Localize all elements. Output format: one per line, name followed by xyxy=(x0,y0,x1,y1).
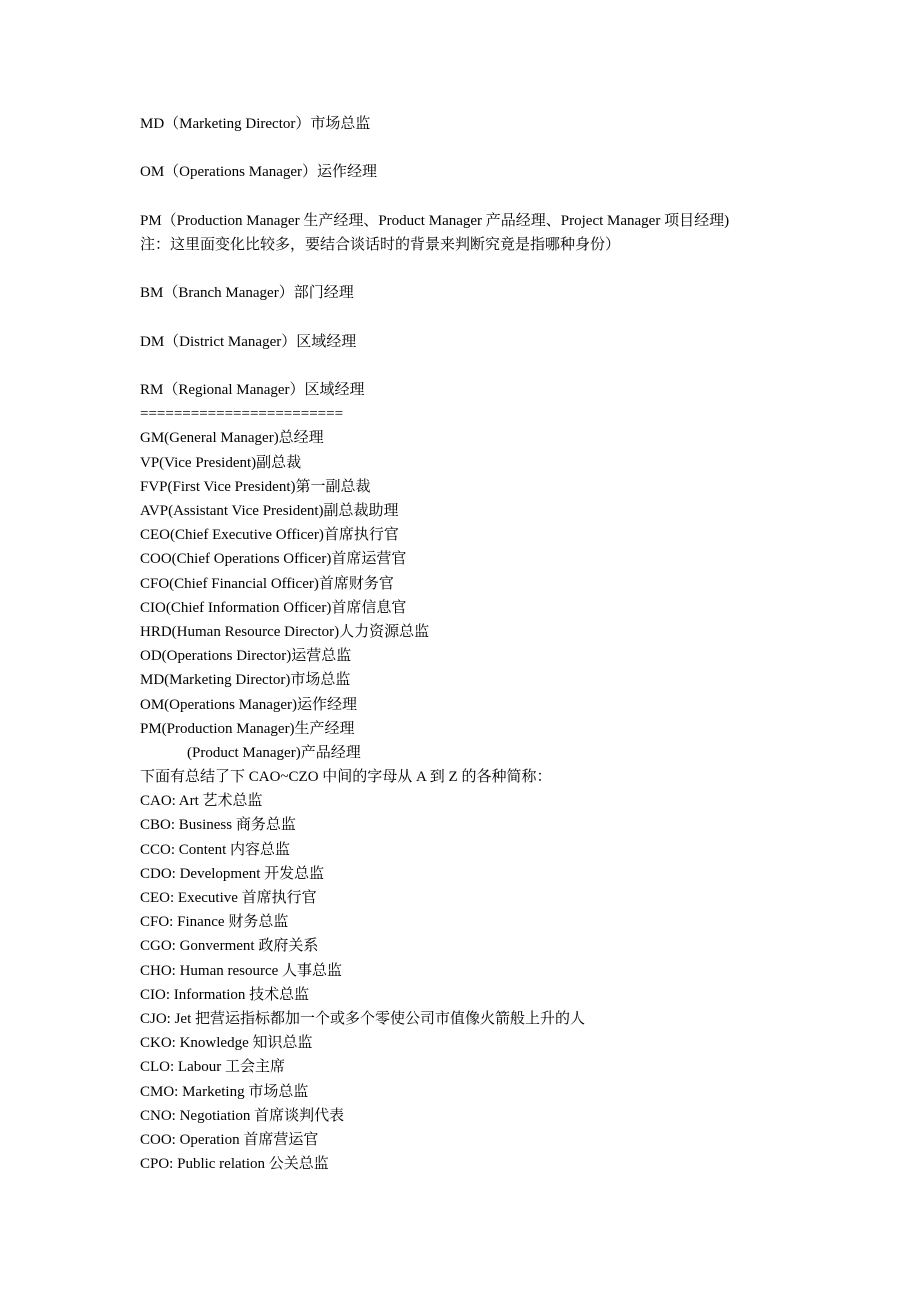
title-item: CFO(Chief Financial Officer)首席财务官 xyxy=(140,575,394,592)
text-line-om: OM（Operations Manager）运作经理 xyxy=(140,164,378,181)
abbreviation-item: CGO: Gonverment 政府关系 xyxy=(140,938,319,955)
abbreviation-item: CBO: Business 商务总监 xyxy=(140,817,296,834)
title-item: CIO(Chief Information Officer)首席信息官 xyxy=(140,599,407,616)
text-line-pm-note: 注：这里面变化比较多，要结合谈话时的背景来判断究竟是指哪种身份） xyxy=(140,236,621,253)
abbreviation-item: CLO: Labour 工会主席 xyxy=(140,1059,285,1076)
text-line-bm: BM（Branch Manager）部门经理 xyxy=(140,285,354,302)
blank-line xyxy=(140,257,860,281)
blank-line xyxy=(140,306,860,330)
title-item-product-manager: (Product Manager)产品经理 xyxy=(187,744,361,761)
separator-line: ======================== xyxy=(140,406,344,423)
abbreviation-item: CIO: Information 技术总监 xyxy=(140,986,310,1003)
text-line-md: MD（Marketing Director）市场总监 xyxy=(140,116,371,132)
abbreviation-item: CKO: Knowledge 知识总监 xyxy=(140,1035,313,1052)
blank-line xyxy=(140,354,860,378)
abbreviation-item: CDO: Development 开发总监 xyxy=(140,865,325,882)
title-item: COO(Chief Operations Officer)首席运营官 xyxy=(140,551,407,568)
abbreviation-item: CAO: Art 艺术总监 xyxy=(140,793,263,810)
blank-line xyxy=(140,136,860,160)
abbreviation-item: CNO: Negotiation 首席谈判代表 xyxy=(140,1107,345,1124)
title-item: VP(Vice President)副总裁 xyxy=(140,454,302,471)
title-item: GM(General Manager)总经理 xyxy=(140,430,324,447)
abbreviation-intro: 下面有总结了下 CAO~CZO 中间的字母从 A 到 Z 的各种简称： xyxy=(140,769,552,786)
abbreviation-item: CPO: Public relation 公关总监 xyxy=(140,1156,329,1173)
title-item: OD(Operations Director)运营总监 xyxy=(140,648,352,665)
abbreviation-item: CFO: Finance 财务总监 xyxy=(140,914,289,931)
abbreviation-item: CMO: Marketing 市场总监 xyxy=(140,1083,309,1100)
title-item: PM(Production Manager)生产经理 xyxy=(140,720,355,737)
abbreviation-item: CCO: Content 内容总监 xyxy=(140,841,291,858)
document-page xyxy=(140,112,860,1176)
title-item: OM(Operations Manager)运作经理 xyxy=(140,696,358,713)
text-line-pm: PM（Production Manager 生产经理、Product Manager 产品经理、Project Manager 项目经理) xyxy=(140,212,730,229)
text-line-rm: RM（Regional Manager）区域经理 xyxy=(140,382,365,399)
abbreviation-item: COO: Operation 首席营运官 xyxy=(140,1131,319,1148)
title-item: FVP(First Vice President)第一副总裁 xyxy=(140,478,371,495)
text-line-dm: DM（District Manager）区域经理 xyxy=(140,333,357,350)
abbreviation-item: CJO: Jet 把营运指标都加一个或多个零使公司市值像火箭般上升的人 xyxy=(140,1010,586,1027)
title-item: CEO(Chief Executive Officer)首席执行官 xyxy=(140,527,399,544)
blank-line xyxy=(140,185,860,209)
title-item: HRD(Human Resource Director)人力资源总监 xyxy=(140,623,430,640)
abbreviation-item: CEO: Executive 首席执行官 xyxy=(140,890,317,906)
abbreviation-item: CHO: Human resource 人事总监 xyxy=(140,962,343,979)
title-item: AVP(Assistant Vice President)副总裁助理 xyxy=(140,503,399,519)
title-item: MD(Marketing Director)市场总监 xyxy=(140,672,351,689)
